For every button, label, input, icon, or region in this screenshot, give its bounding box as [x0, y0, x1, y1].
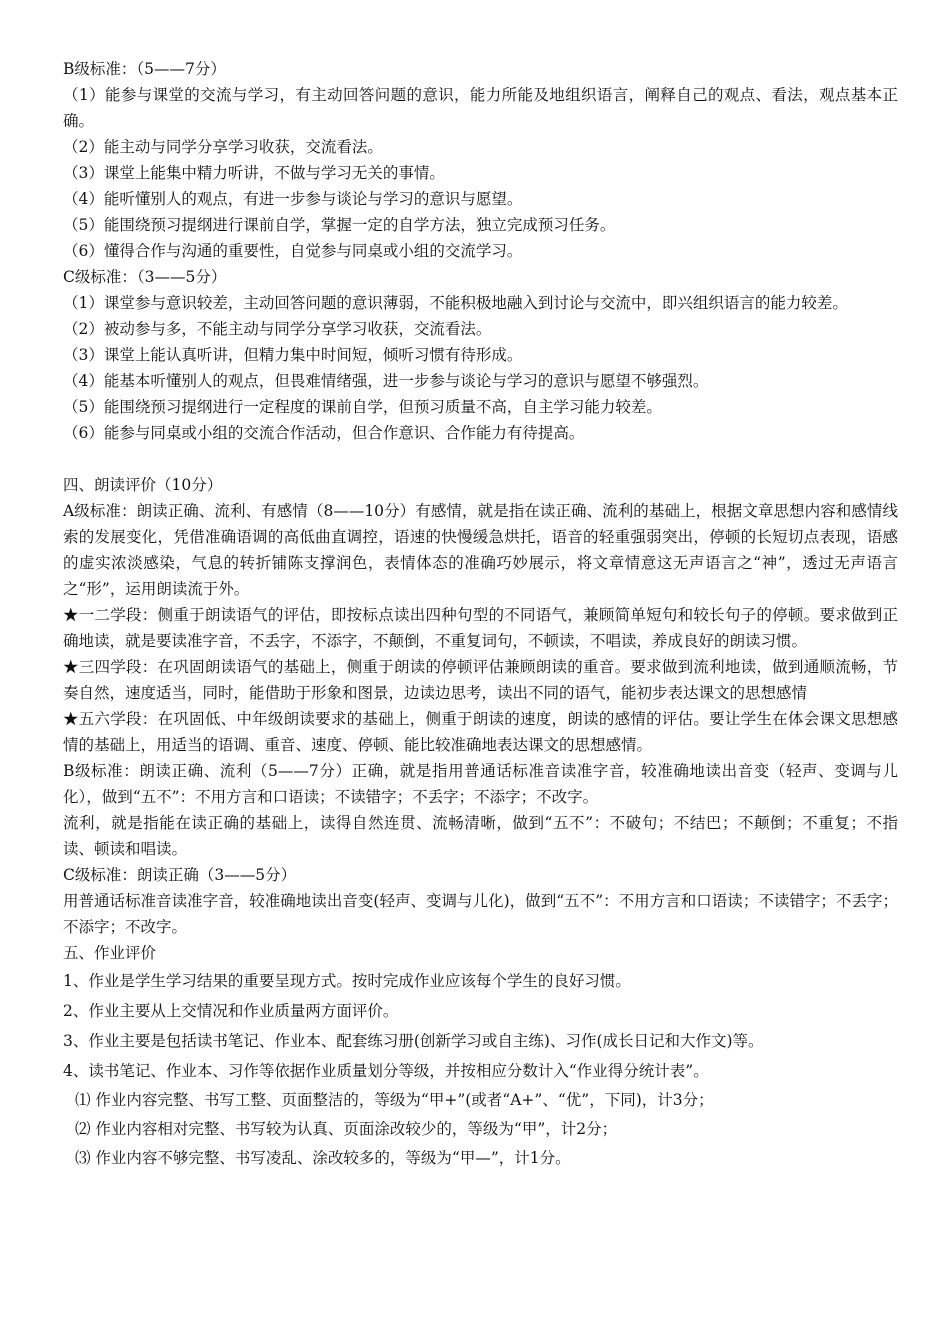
reading-stage-1-2: ★一二学段：侧重于朗读语气的评估，即按标点读出四种句型的不同语气，兼顾简单短句和较长句子的停顿。要求做到正确地读，就是要读准字音，不丢字，不添字，不颠倒，不重复词句，不顿读，不唱读，养成良好的朗读习惯。 [63, 606, 898, 650]
c-standard-item-2: （2）被动参与多，不能主动与同学分享学习收获，交流看法。 [63, 320, 492, 338]
homework-point-1: 1、作业是学生学习结果的重要呈现方式。按时完成作业应该每个学生的良好习惯。 [63, 972, 631, 990]
c-standard-item-6: （6）能参与同桌或小组的交流合作活动，但合作意识、合作能力有待提高。 [63, 424, 585, 442]
homework-point-2: 2、作业主要从上交情况和作业质量两方面评价。 [63, 1002, 399, 1020]
c-standard-item-4: （4）能基本听懂别人的观点，但畏难情绪强，进一步参与谈论与学习的意识与愿望不够强烈。 [63, 372, 709, 390]
homework-grade-3: ⑶ 作业内容不够完整、书写凌乱、涂改较多的，等级为“甲—”，计1分。 [75, 1149, 571, 1167]
reading-stage-5-6: ★五六学段：在巩固低、中年级朗读要求的基础上，侧重于朗读的速度，朗读的感情的评估。要让学生在体会课文思想感情的基础上，用适当的语调、重音、速度、停顿、能比较准确地表达课文的思想感情。 [63, 710, 898, 754]
homework-point-4: 4、读书笔记、作业本、习作等依据作业质量划分等级，并按相应分数计入“作业得分统计表”。 [63, 1062, 709, 1080]
homework-point-3: 3、作业主要是包括读书笔记、作业本、配套练习册(创新学习或自主练)、习作(成长日记和大作文)等。 [63, 1032, 764, 1050]
b-standard-heading: B级标准：（5——7分） [63, 60, 226, 78]
c-standard-item-1: （1）课堂参与意识较差，主动回答问题的意识薄弱，不能积极地融入到讨论与交流中，即兴组织语言的能力较差。 [63, 294, 848, 312]
homework-grade-2: ⑵ 作业内容相对完整、书写较为认真、页面涂改较少的，等级为“甲”，计2分； [75, 1120, 618, 1138]
reading-b-level: B级标准：朗读正确、流利（5——7分）正确，就是指用普通话标准音读准字音，较准确地读出音变（轻声、变调与儿化），做到“五不”：不用方言和口语读；不读错字；不丢字；不添字；不改字。 [63, 762, 898, 806]
b-standard-item-5: （5）能围绕预习提纲进行课前自学，掌握一定的自学方法，独立完成预习任务。 [63, 216, 616, 234]
b-standard-item-6: （6）懂得合作与沟通的重要性，自觉参与同桌或小组的交流学习。 [63, 242, 523, 260]
b-standard-item-2: （2）能主动与同学分享学习收获，交流看法。 [63, 138, 383, 156]
b-standard-item-4: （4）能听懂别人的观点，有进一步参与谈论与学习的意识与愿望。 [63, 190, 523, 208]
reading-c-detail: 用普通话标准音读准字音，较准确地读出音变(轻声、变调与儿化)，做到“五不”：不用方言和口语读；不读错字；不丢字；不添字；不改字。 [63, 892, 898, 936]
b-standard-item-3: （3）课堂上能集中精力听讲，不做与学习无关的事情。 [63, 164, 445, 182]
document-page [63, 56, 898, 1173]
reading-fluency: 流利，就是指能在读正确的基础上，读得自然连贯、流畅清晰，做到“五不”：不破句；不结巴；不颠倒；不重复；不指读、顿读和唱读。 [63, 814, 898, 858]
reading-stage-3-4: ★三四学段：在巩固朗读语气的基础上，侧重于朗读的停顿评估兼顾朗读的重音。要求做到流利地读，做到通顺流畅，节奏自然，速度适当，同时，能借助于形象和图景，边读边思考，读出不同的语气，能初步表达课文的思想感情 [63, 658, 898, 702]
section-spacer [63, 446, 898, 472]
c-standard-item-3: （3）课堂上能认真听讲，但精力集中时间短，倾听习惯有待形成。 [63, 346, 523, 364]
homework-grade-1: ⑴ 作业内容完整、书写工整、页面整洁的，等级为“甲+”(或者“A+”、“优”，下同)，计3分； [75, 1091, 714, 1109]
c-standard-item-5: （5）能围绕预习提纲进行一定程度的课前自学，但预习质量不高，自主学习能力较差。 [63, 398, 662, 416]
c-standard-heading: C级标准：（3——5分） [63, 268, 227, 286]
reading-c-level: C级标准：朗读正确（3——5分） [63, 866, 297, 884]
reading-section-title: 四、朗读评价（10分） [63, 476, 223, 494]
homework-section-title: 五、作业评价 [63, 944, 157, 962]
b-standard-item-1: （1）能参与课堂的交流与学习，有主动回答问题的意识，能力所能及地组织语言，阐释自己的观点、看法，观点基本正确。 [63, 86, 898, 130]
reading-a-level: A级标准：朗读正确、流利、有感情（8——10分）有感情，就是指在读正确、流利的基础上，根据文章思想内容和感情线索的发展变化，凭借准确语调的高低曲直调控，语速的快慢缓急烘托，语音的轻重强弱突出，停顿的长短切点表现，语感的虚实浓淡感染，气息的转折铺陈支撑润色，表情体态的准确巧妙展示，将文章情意这无声语言之“神”，透过无声语言之“形”，运用朗读流于外。 [63, 502, 898, 598]
